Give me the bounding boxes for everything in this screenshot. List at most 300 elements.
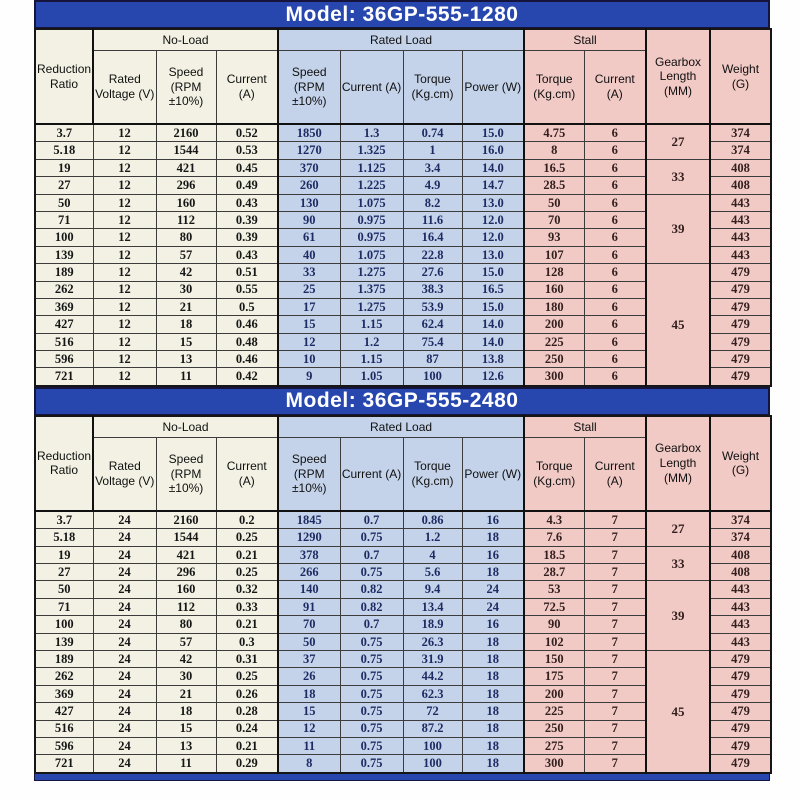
cell-rated-load-current: 0.7 (340, 511, 403, 529)
cell-rated-load-speed: 8 (278, 755, 340, 773)
cell-rated-load-torque: 27.6 (403, 264, 462, 281)
cell-stall-torque: 7.6 (524, 529, 584, 546)
cell-rated-load-current: 0.75 (340, 529, 403, 546)
cell-no-load-current: 0.32 (216, 581, 278, 598)
cell-stall-torque: 102 (524, 633, 584, 650)
header-group-rated-load: Rated Load (278, 416, 524, 438)
cell-rated-load-speed: 15 (278, 316, 340, 333)
cell-stall-current: 6 (584, 142, 646, 159)
cell-no-load-speed: 18 (156, 703, 216, 720)
cell-rated-load-power: 18 (462, 703, 524, 720)
cell-stall-current: 7 (584, 616, 646, 633)
cell-no-load-current: 0.55 (216, 281, 278, 298)
cell-rated-voltage: 12 (93, 298, 156, 315)
cell-rated-load-speed: 25 (278, 281, 340, 298)
cell-no-load-current: 0.39 (216, 229, 278, 246)
cell-gearbox-length: 45 (646, 650, 710, 772)
cell-rated-voltage: 24 (93, 685, 156, 702)
cell-rated-load-torque: 26.3 (403, 633, 462, 650)
cell-rated-load-power: 16 (462, 511, 524, 529)
cell-reduction-ratio: 100 (35, 229, 93, 246)
cell-rated-load-power: 16.5 (462, 281, 524, 298)
cell-reduction-ratio: 721 (35, 755, 93, 773)
cell-rated-load-power: 12.0 (462, 229, 524, 246)
cell-no-load-speed: 15 (156, 333, 216, 350)
header-no-load-speed: Speed (RPM ±10%) (156, 437, 216, 511)
cell-rated-load-current: 1.125 (340, 159, 403, 176)
cell-rated-load-current: 0.82 (340, 581, 403, 598)
cell-reduction-ratio: 369 (35, 685, 93, 702)
cell-rated-load-speed: 17 (278, 298, 340, 315)
cell-no-load-speed: 2160 (156, 124, 216, 142)
cell-rated-load-current: 0.7 (340, 546, 403, 563)
cell-weight: 408 (710, 159, 771, 176)
cell-stall-torque: 16.5 (524, 159, 584, 176)
cell-stall-torque: 200 (524, 685, 584, 702)
cell-no-load-current: 0.43 (216, 194, 278, 211)
cell-rated-load-torque: 18.9 (403, 616, 462, 633)
cell-rated-load-speed: 1845 (278, 511, 340, 529)
cell-rated-load-torque: 8.2 (403, 194, 462, 211)
cell-rated-voltage: 24 (93, 616, 156, 633)
cell-weight: 443 (710, 194, 771, 211)
cell-stall-torque: 28.7 (524, 564, 584, 581)
cell-rated-load-speed: 11 (278, 737, 340, 754)
cell-reduction-ratio: 262 (35, 281, 93, 298)
cell-weight: 443 (710, 581, 771, 598)
cell-weight: 374 (710, 142, 771, 159)
cell-gearbox-length: 39 (646, 194, 710, 264)
cell-rated-load-torque: 5.6 (403, 564, 462, 581)
cell-rated-load-current: 1.225 (340, 177, 403, 194)
cell-reduction-ratio: 139 (35, 633, 93, 650)
cell-no-load-speed: 80 (156, 616, 216, 633)
cell-rated-voltage: 24 (93, 511, 156, 529)
header-rated-current: Current (A) (340, 51, 403, 125)
cell-rated-load-torque: 44.2 (403, 668, 462, 685)
cell-rated-voltage: 12 (93, 351, 156, 368)
table-body-1280 (35, 124, 771, 386)
cell-stall-torque: 250 (524, 720, 584, 737)
cell-stall-torque: 300 (524, 755, 584, 773)
cell-stall-current: 7 (584, 703, 646, 720)
header-rated-torque: Torque (Kg.cm) (403, 51, 462, 125)
cell-stall-current: 6 (584, 194, 646, 211)
cell-rated-voltage: 12 (93, 333, 156, 350)
cell-weight: 408 (710, 564, 771, 581)
header-power: Power (W) (462, 437, 524, 511)
cell-rated-load-current: 1.075 (340, 194, 403, 211)
cell-no-load-current: 0.53 (216, 142, 278, 159)
cell-rated-voltage: 24 (93, 668, 156, 685)
header-power: Power (W) (462, 51, 524, 125)
cell-weight: 479 (710, 685, 771, 702)
cell-stall-torque: 250 (524, 351, 584, 368)
table-row (35, 124, 771, 142)
cell-no-load-speed: 296 (156, 564, 216, 581)
cell-no-load-current: 0.31 (216, 650, 278, 667)
cell-no-load-speed: 1544 (156, 529, 216, 546)
cell-no-load-speed: 296 (156, 177, 216, 194)
cell-stall-torque: 28.5 (524, 177, 584, 194)
cell-rated-load-current: 0.75 (340, 650, 403, 667)
cell-rated-load-torque: 0.74 (403, 124, 462, 142)
cell-stall-current: 6 (584, 351, 646, 368)
header-group-rated-load: Rated Load (278, 29, 524, 51)
cell-rated-load-power: 15.0 (462, 298, 524, 315)
spec-grid-1280 (34, 28, 772, 387)
cell-weight: 443 (710, 616, 771, 633)
cell-reduction-ratio: 427 (35, 316, 93, 333)
cell-weight: 374 (710, 511, 771, 529)
cell-weight: 443 (710, 633, 771, 650)
cell-no-load-current: 0.21 (216, 546, 278, 563)
cell-no-load-current: 0.29 (216, 755, 278, 773)
cell-stall-current: 7 (584, 755, 646, 773)
cell-rated-voltage: 12 (93, 194, 156, 211)
cell-stall-torque: 4.3 (524, 511, 584, 529)
cell-rated-voltage: 12 (93, 316, 156, 333)
cell-rated-load-power: 12.6 (462, 368, 524, 386)
cell-rated-voltage: 12 (93, 246, 156, 263)
cell-stall-current: 7 (584, 650, 646, 667)
cell-rated-load-speed: 1270 (278, 142, 340, 159)
cell-weight: 408 (710, 177, 771, 194)
table-row (35, 511, 771, 529)
cell-reduction-ratio: 516 (35, 720, 93, 737)
table-header-1280 (35, 29, 771, 124)
cell-rated-voltage: 12 (93, 229, 156, 246)
cell-no-load-speed: 160 (156, 581, 216, 598)
cell-stall-current: 6 (584, 246, 646, 263)
cell-rated-load-current: 1.275 (340, 264, 403, 281)
cell-reduction-ratio: 262 (35, 668, 93, 685)
header-no-load-speed: Speed (RPM ±10%) (156, 51, 216, 125)
spec-sheet-content (34, 0, 770, 781)
cell-stall-torque: 8 (524, 142, 584, 159)
cell-stall-torque: 160 (524, 281, 584, 298)
cell-rated-load-current: 1.15 (340, 316, 403, 333)
cell-weight: 479 (710, 720, 771, 737)
cell-weight: 443 (710, 598, 771, 615)
cell-weight: 479 (710, 703, 771, 720)
cell-rated-voltage: 24 (93, 546, 156, 563)
cell-weight: 374 (710, 124, 771, 142)
cell-rated-load-torque: 4 (403, 546, 462, 563)
cell-no-load-speed: 57 (156, 246, 216, 263)
cell-rated-voltage: 12 (93, 211, 156, 228)
cell-stall-current: 6 (584, 211, 646, 228)
cell-rated-load-speed: 33 (278, 264, 340, 281)
cell-no-load-current: 0.25 (216, 564, 278, 581)
header-reduction-ratio: Reduction Ratio (35, 416, 93, 511)
header-group-no-load: No-Load (93, 416, 278, 438)
cell-reduction-ratio: 139 (35, 246, 93, 263)
cell-no-load-speed: 421 (156, 159, 216, 176)
cell-rated-load-speed: 50 (278, 633, 340, 650)
cell-rated-load-speed: 91 (278, 598, 340, 615)
cell-no-load-speed: 421 (156, 546, 216, 563)
cell-weight: 479 (710, 668, 771, 685)
cell-rated-load-current: 1.3 (340, 124, 403, 142)
cell-rated-load-current: 0.975 (340, 229, 403, 246)
cell-rated-voltage: 24 (93, 703, 156, 720)
cell-no-load-speed: 30 (156, 281, 216, 298)
cell-no-load-speed: 112 (156, 598, 216, 615)
cell-no-load-current: 0.51 (216, 264, 278, 281)
cell-stall-torque: 225 (524, 703, 584, 720)
cell-rated-load-power: 14.0 (462, 316, 524, 333)
cell-no-load-current: 0.43 (216, 246, 278, 263)
cell-weight: 374 (710, 529, 771, 546)
cell-rated-load-speed: 378 (278, 546, 340, 563)
table-row (35, 546, 771, 563)
cell-weight: 479 (710, 755, 771, 773)
cell-rated-load-torque: 87.2 (403, 720, 462, 737)
cell-rated-load-power: 13.8 (462, 351, 524, 368)
table-body-2480 (35, 511, 771, 773)
cell-stall-current: 6 (584, 264, 646, 281)
cell-rated-load-torque: 1.2 (403, 529, 462, 546)
cell-rated-load-torque: 53.9 (403, 298, 462, 315)
cell-reduction-ratio: 19 (35, 546, 93, 563)
cell-rated-load-torque: 100 (403, 755, 462, 773)
table-title-bar-2480 (34, 387, 770, 415)
cell-rated-load-speed: 61 (278, 229, 340, 246)
cell-rated-voltage: 12 (93, 159, 156, 176)
cell-rated-load-current: 0.75 (340, 737, 403, 754)
cell-rated-load-torque: 0.86 (403, 511, 462, 529)
cell-no-load-current: 0.33 (216, 598, 278, 615)
cell-reduction-ratio: 19 (35, 159, 93, 176)
cell-stall-current: 7 (584, 511, 646, 529)
cell-no-load-speed: 112 (156, 211, 216, 228)
cell-no-load-speed: 13 (156, 351, 216, 368)
cell-reduction-ratio: 50 (35, 194, 93, 211)
cell-weight: 479 (710, 737, 771, 754)
header-reduction-ratio: Reduction Ratio (35, 29, 93, 124)
cell-stall-current: 6 (584, 159, 646, 176)
cell-rated-voltage: 24 (93, 737, 156, 754)
cell-stall-current: 6 (584, 333, 646, 350)
cell-rated-load-power: 15.0 (462, 124, 524, 142)
cell-rated-load-speed: 9 (278, 368, 340, 386)
cell-reduction-ratio: 100 (35, 616, 93, 633)
cell-stall-torque: 50 (524, 194, 584, 211)
cell-stall-current: 7 (584, 581, 646, 598)
cell-no-load-speed: 42 (156, 650, 216, 667)
cell-rated-load-power: 14.0 (462, 333, 524, 350)
cell-stall-torque: 70 (524, 211, 584, 228)
cell-stall-current: 7 (584, 529, 646, 546)
cell-rated-load-power: 14.7 (462, 177, 524, 194)
cell-rated-load-speed: 12 (278, 720, 340, 737)
cell-stall-torque: 72.5 (524, 598, 584, 615)
cell-no-load-speed: 11 (156, 755, 216, 773)
cell-no-load-current: 0.25 (216, 668, 278, 685)
cell-rated-load-current: 0.82 (340, 598, 403, 615)
header-rated-torque: Torque (Kg.cm) (403, 437, 462, 511)
group-header-row (35, 29, 771, 51)
cell-rated-load-torque: 62.4 (403, 316, 462, 333)
cell-rated-load-power: 18 (462, 633, 524, 650)
cell-rated-load-torque: 11.6 (403, 211, 462, 228)
cell-rated-load-speed: 26 (278, 668, 340, 685)
cell-rated-load-speed: 140 (278, 581, 340, 598)
cell-no-load-current: 0.26 (216, 685, 278, 702)
header-group-no-load: No-Load (93, 29, 278, 51)
cell-stall-torque: 107 (524, 246, 584, 263)
cell-no-load-speed: 13 (156, 737, 216, 754)
cell-no-load-speed: 1544 (156, 142, 216, 159)
cell-stall-torque: 18.5 (524, 546, 584, 563)
cell-reduction-ratio: 189 (35, 264, 93, 281)
table-row (35, 264, 771, 281)
cell-rated-load-speed: 40 (278, 246, 340, 263)
cell-no-load-speed: 160 (156, 194, 216, 211)
cell-rated-load-power: 16 (462, 546, 524, 563)
cell-rated-load-current: 0.75 (340, 668, 403, 685)
cell-stall-current: 6 (584, 368, 646, 386)
cell-rated-load-torque: 9.4 (403, 581, 462, 598)
cell-rated-load-current: 0.75 (340, 720, 403, 737)
cell-rated-load-torque: 62.3 (403, 685, 462, 702)
table-row (35, 581, 771, 598)
cell-rated-load-current: 0.75 (340, 633, 403, 650)
cell-rated-load-torque: 31.9 (403, 650, 462, 667)
cell-stall-torque: 275 (524, 737, 584, 754)
cell-stall-torque: 175 (524, 668, 584, 685)
header-weight: Weight (G) (710, 29, 771, 124)
cell-stall-current: 6 (584, 316, 646, 333)
cell-weight: 479 (710, 281, 771, 298)
cell-no-load-current: 0.21 (216, 616, 278, 633)
cell-rated-voltage: 24 (93, 650, 156, 667)
cell-rated-load-current: 1.15 (340, 351, 403, 368)
header-stall-torque: Torque (Kg.cm) (524, 437, 584, 511)
cell-stall-current: 7 (584, 546, 646, 563)
cell-weight: 479 (710, 333, 771, 350)
cell-weight: 443 (710, 246, 771, 263)
cell-gearbox-length: 33 (646, 546, 710, 581)
cell-stall-current: 7 (584, 737, 646, 754)
cell-rated-load-speed: 70 (278, 616, 340, 633)
cell-rated-load-torque: 100 (403, 368, 462, 386)
header-rated-voltage: Rated Voltage (V) (93, 437, 156, 511)
cell-rated-load-torque: 87 (403, 351, 462, 368)
cell-no-load-speed: 18 (156, 316, 216, 333)
cell-rated-load-power: 13.0 (462, 194, 524, 211)
cell-weight: 408 (710, 546, 771, 563)
cell-rated-load-current: 1.275 (340, 298, 403, 315)
cell-reduction-ratio: 71 (35, 211, 93, 228)
cell-reduction-ratio: 516 (35, 333, 93, 350)
cell-rated-load-power: 18 (462, 529, 524, 546)
cell-rated-voltage: 24 (93, 598, 156, 615)
cell-rated-load-current: 0.75 (340, 685, 403, 702)
cell-no-load-current: 0.28 (216, 703, 278, 720)
cell-rated-load-power: 14.0 (462, 159, 524, 176)
cell-rated-load-current: 1.2 (340, 333, 403, 350)
cell-reduction-ratio: 50 (35, 581, 93, 598)
header-stall-current: Current (A) (584, 437, 646, 511)
cell-rated-load-speed: 90 (278, 211, 340, 228)
table-title-2480: Model: 36GP-555-2480 (285, 389, 519, 413)
cell-rated-voltage: 12 (93, 177, 156, 194)
group-header-row (35, 416, 771, 438)
cell-no-load-speed: 21 (156, 685, 216, 702)
cell-stall-current: 7 (584, 720, 646, 737)
cell-reduction-ratio: 721 (35, 368, 93, 386)
cell-rated-load-torque: 22.8 (403, 246, 462, 263)
cell-stall-torque: 53 (524, 581, 584, 598)
cell-rated-load-torque: 75.4 (403, 333, 462, 350)
cell-no-load-current: 0.5 (216, 298, 278, 315)
cell-rated-load-power: 18 (462, 650, 524, 667)
cell-reduction-ratio: 369 (35, 298, 93, 315)
cell-rated-voltage: 12 (93, 142, 156, 159)
cell-rated-load-torque: 3.4 (403, 159, 462, 176)
cell-rated-load-torque: 1 (403, 142, 462, 159)
cell-rated-load-current: 0.975 (340, 211, 403, 228)
cell-rated-load-torque: 100 (403, 737, 462, 754)
cell-rated-load-power: 18 (462, 755, 524, 773)
cell-reduction-ratio: 3.7 (35, 124, 93, 142)
cell-gearbox-length: 39 (646, 581, 710, 651)
spec-grid-2480 (34, 415, 772, 774)
cell-rated-load-speed: 10 (278, 351, 340, 368)
cell-no-load-current: 0.3 (216, 633, 278, 650)
cell-rated-load-current: 1.075 (340, 246, 403, 263)
cell-gearbox-length: 27 (646, 511, 710, 546)
cell-no-load-current: 0.42 (216, 368, 278, 386)
cell-rated-load-power: 18 (462, 668, 524, 685)
cell-stall-torque: 180 (524, 298, 584, 315)
cell-weight: 479 (710, 368, 771, 386)
cell-rated-load-power: 15.0 (462, 264, 524, 281)
cell-rated-voltage: 24 (93, 529, 156, 546)
cell-rated-load-power: 18 (462, 737, 524, 754)
cell-rated-load-speed: 370 (278, 159, 340, 176)
table-title-bar-1280 (34, 0, 770, 28)
cell-rated-load-power: 18 (462, 685, 524, 702)
cell-reduction-ratio: 27 (35, 564, 93, 581)
table-title-1280: Model: 36GP-555-1280 (285, 2, 519, 26)
cell-weight: 443 (710, 211, 771, 228)
cell-rated-voltage: 24 (93, 720, 156, 737)
cell-reduction-ratio: 189 (35, 650, 93, 667)
table-row (35, 650, 771, 667)
cell-rated-load-current: 0.75 (340, 564, 403, 581)
cell-no-load-current: 0.24 (216, 720, 278, 737)
cell-rated-load-torque: 38.3 (403, 281, 462, 298)
cell-rated-load-power: 16.0 (462, 142, 524, 159)
cell-rated-load-torque: 4.9 (403, 177, 462, 194)
header-rated-speed: Speed (RPM ±10%) (278, 437, 340, 511)
cell-rated-load-torque: 72 (403, 703, 462, 720)
cell-stall-current: 6 (584, 229, 646, 246)
cell-no-load-current: 0.49 (216, 177, 278, 194)
cell-rated-load-power: 12.0 (462, 211, 524, 228)
cell-stall-torque: 90 (524, 616, 584, 633)
cell-weight: 479 (710, 316, 771, 333)
cell-no-load-current: 0.25 (216, 529, 278, 546)
cell-rated-voltage: 24 (93, 564, 156, 581)
header-rated-voltage: Rated Voltage (V) (93, 51, 156, 125)
cell-rated-voltage: 12 (93, 264, 156, 281)
bottom-accent-bar (34, 774, 770, 781)
cell-no-load-speed: 30 (156, 668, 216, 685)
